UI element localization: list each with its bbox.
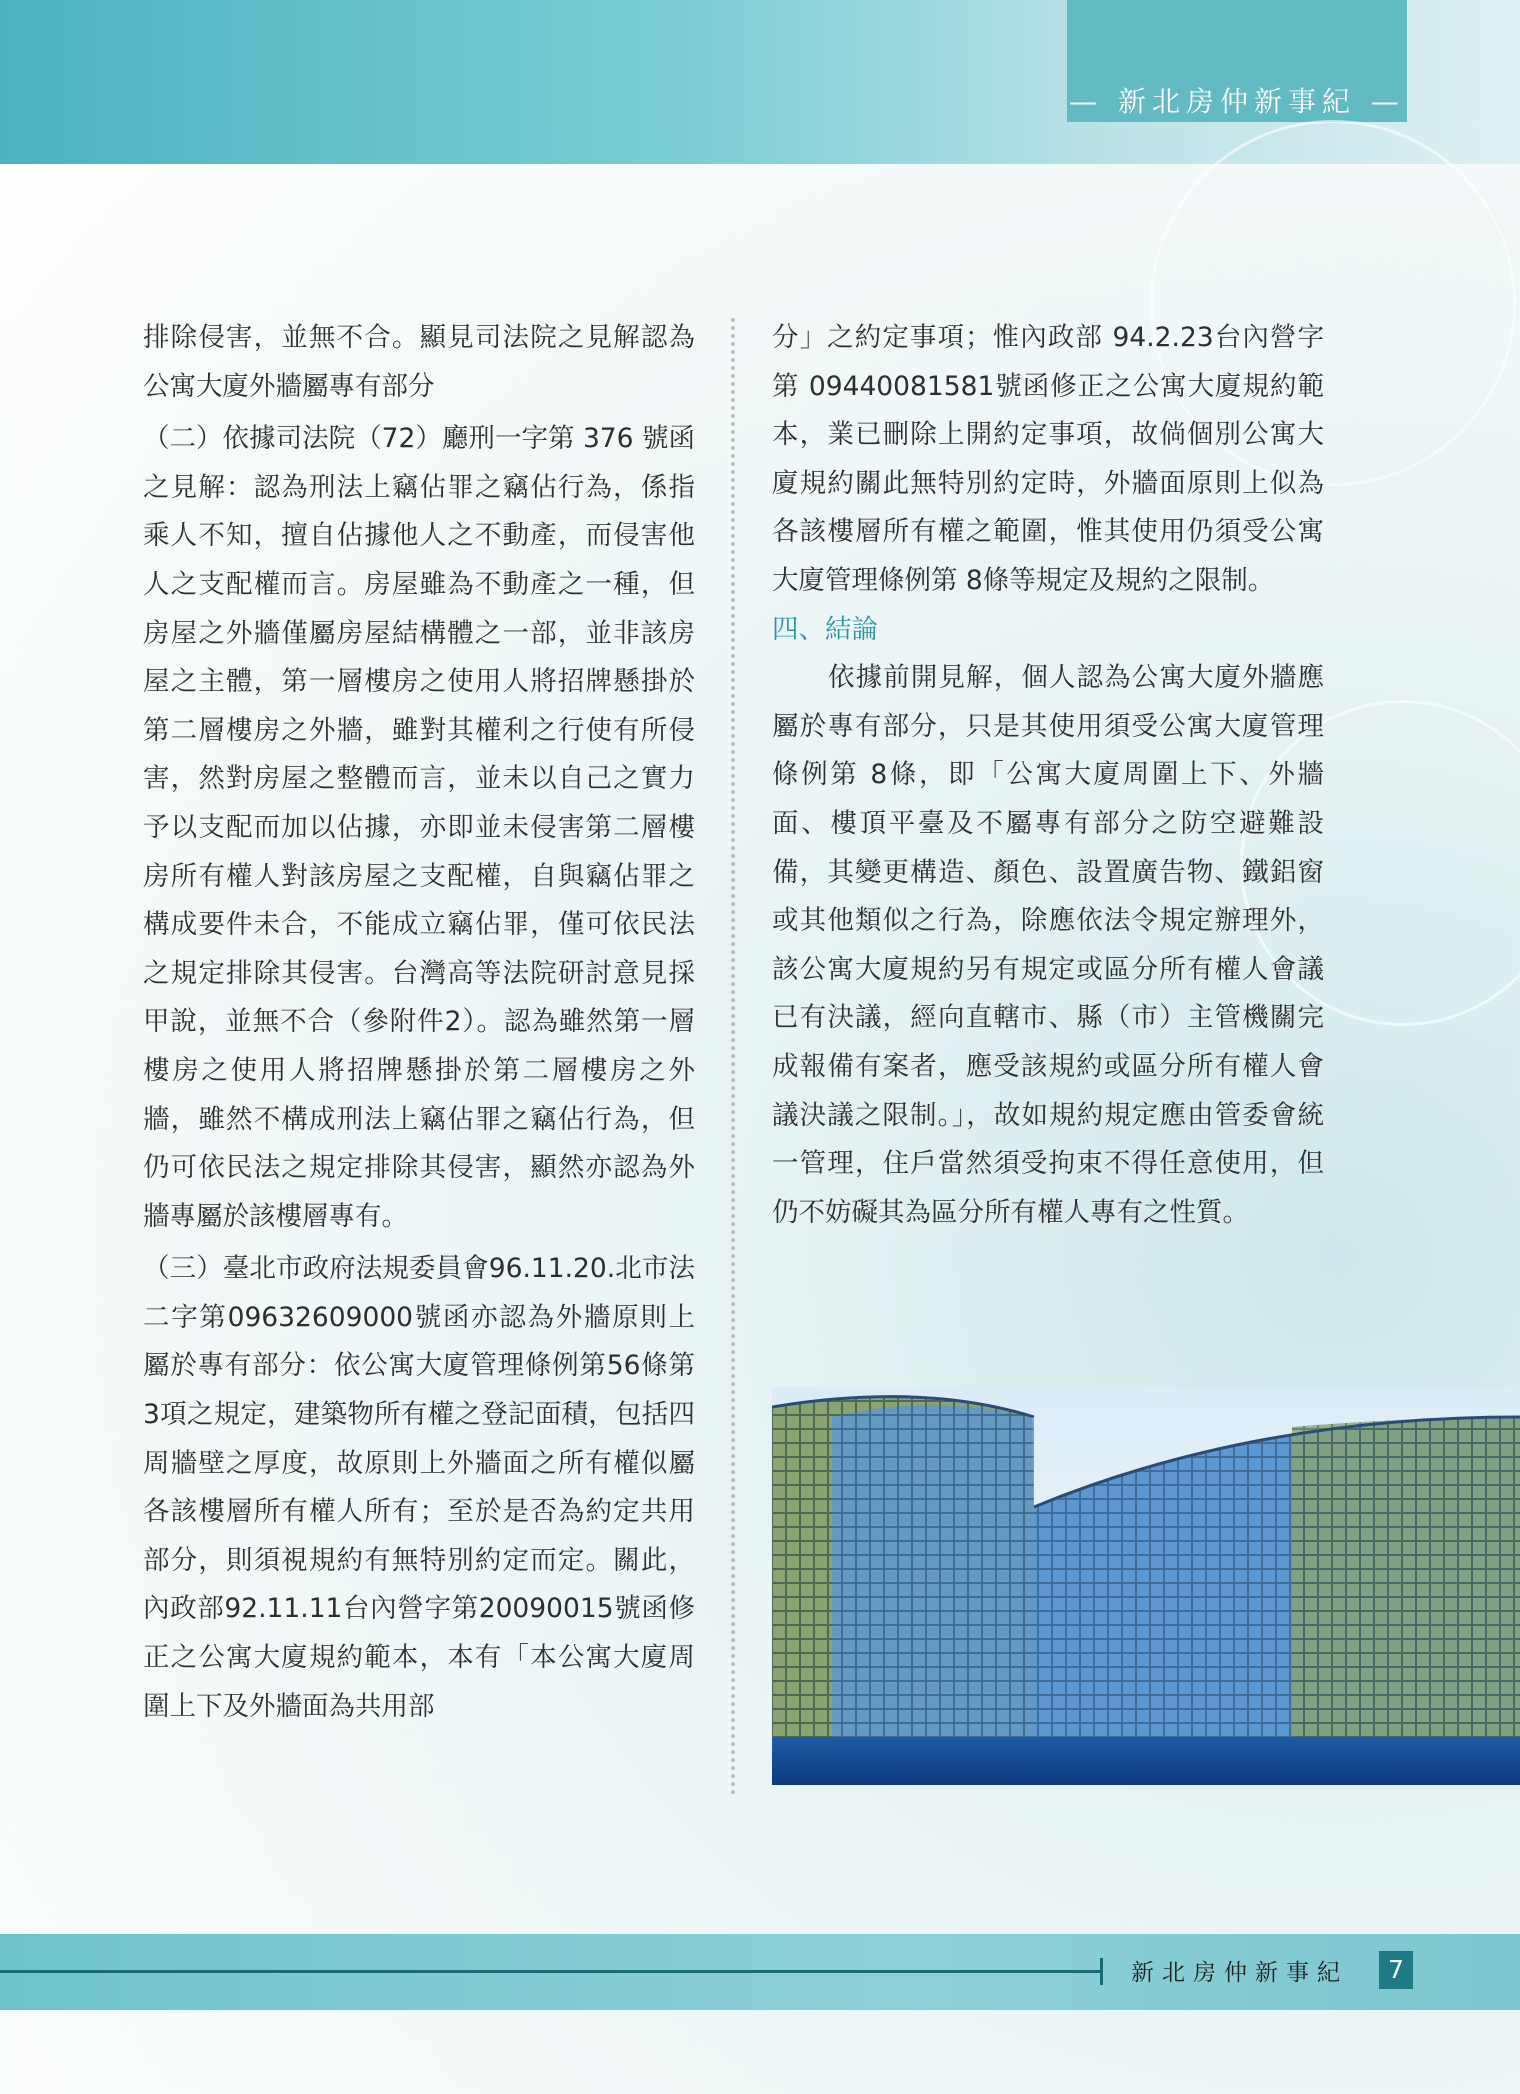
glass-building-illustration <box>772 1387 1520 1785</box>
building-image <box>772 1387 1520 1785</box>
header-title-tab <box>1067 0 1407 122</box>
paragraph: （二）依據司法院（72）廳刑一字第 376 號函之見解：認為刑法上竊佔罪之竊佔行為，係指乘人不知，擅自佔據他人之不動產，而侵害他人之支配權而言。房屋雖為不動產之一種，但房屋之外牆僅屬房屋結構體之一部，並非該房屋之主體，第一層樓房之使用人將招牌懸掛於第二層樓房之外牆，雖對其權利之行使有所侵害，然對房屋之整體而言，並未以自己之實力予以支配而加以佔據，亦即並未侵害第二層樓房所有權人對該房屋之支配權，自與竊佔罪之構成要件未合，不能成立竊佔罪，僅可依民法之規定排除其侵害。台灣高等法院研討意見採甲說，並無不合（參附件2）。認為雖然第一層樓房之使用人將招牌懸掛於第二層樓房之外牆，雖然不構成刑法上竊佔罪之竊佔行為，但仍可依民法之規定排除其侵害，顯然亦認為外牆專屬於該樓層專有。 <box>143 423 695 1232</box>
footer-band <box>0 1934 1520 2010</box>
paragraph: （三）臺北市政府法規委員會96.11.20.北市法二字第09632609000號函亦認為外牆原則上屬於專有部分：依公寓大廈管理條例第56條第 3項之規定，建築物所有權之登記面積，包括四周牆壁之厚度，故原則上外牆面之所有權似屬各該樓層所有權人所有；至於是否為約定共用部分，則須視規約有無特別約定而定。關此，內政部92.11.11台內營字第20090015號函修正之公寓大廈規約範本，本有「本公寓大廈周圍上下及外牆面為共用部 <box>143 1253 695 1722</box>
footer-rule <box>0 1970 1100 1973</box>
paragraph: 排除侵害，並無不合。顯見司法院之見解認為公寓大廈外牆屬專有部分 <box>143 322 695 402</box>
page-number: 7 <box>1379 1951 1413 1989</box>
magazine-title: — 新北房仲新事紀 — <box>1069 85 1405 118</box>
paragraph: 分」之約定事項；惟內政部 94.2.23台內營字第 09440081581號函修正之公寓大廈規約範本，業已刪除上開約定事項，故倘個別公寓大廈規約關此無特別約定時，外牆面原則上似為各該樓層所有權之範圍，惟其使用仍須受公寓大廈管理條例第 8條等規定及規約之限制。 <box>772 322 1324 596</box>
left-text-column <box>143 314 695 1731</box>
section-heading: 四、結論 <box>772 613 878 645</box>
footer-title: 新北房仲新事紀 <box>1131 1960 1348 1986</box>
paragraph: 依據前開見解，個人認為公寓大廈外牆應屬於專有部分，只是其使用須受公寓大廈管理條例第 8條，即「公寓大廈周圍上下、外牆面、樓頂平臺及不屬專有部分之防空避難設備，其變更構造、顏色、設置廣告物、鐵鋁窗或其他類似之行為，除應依法令規定辦理外，該公寓大廈規約另有規定或區分所有權人會議已有決議，經向直轄市、縣（市）主管機關完成報備有案者，應受該規約或區分所有權人會議決議之限制。」，故如規約規定應由管委會統一管理，住戶當然須受拘束不得任意使用，但仍不妨礙其為區分所有權人專有之性質。 <box>772 662 1324 1228</box>
column-divider <box>731 318 735 1796</box>
right-text-column <box>772 314 1324 1237</box>
footer-rule-end <box>1100 1958 1103 1985</box>
